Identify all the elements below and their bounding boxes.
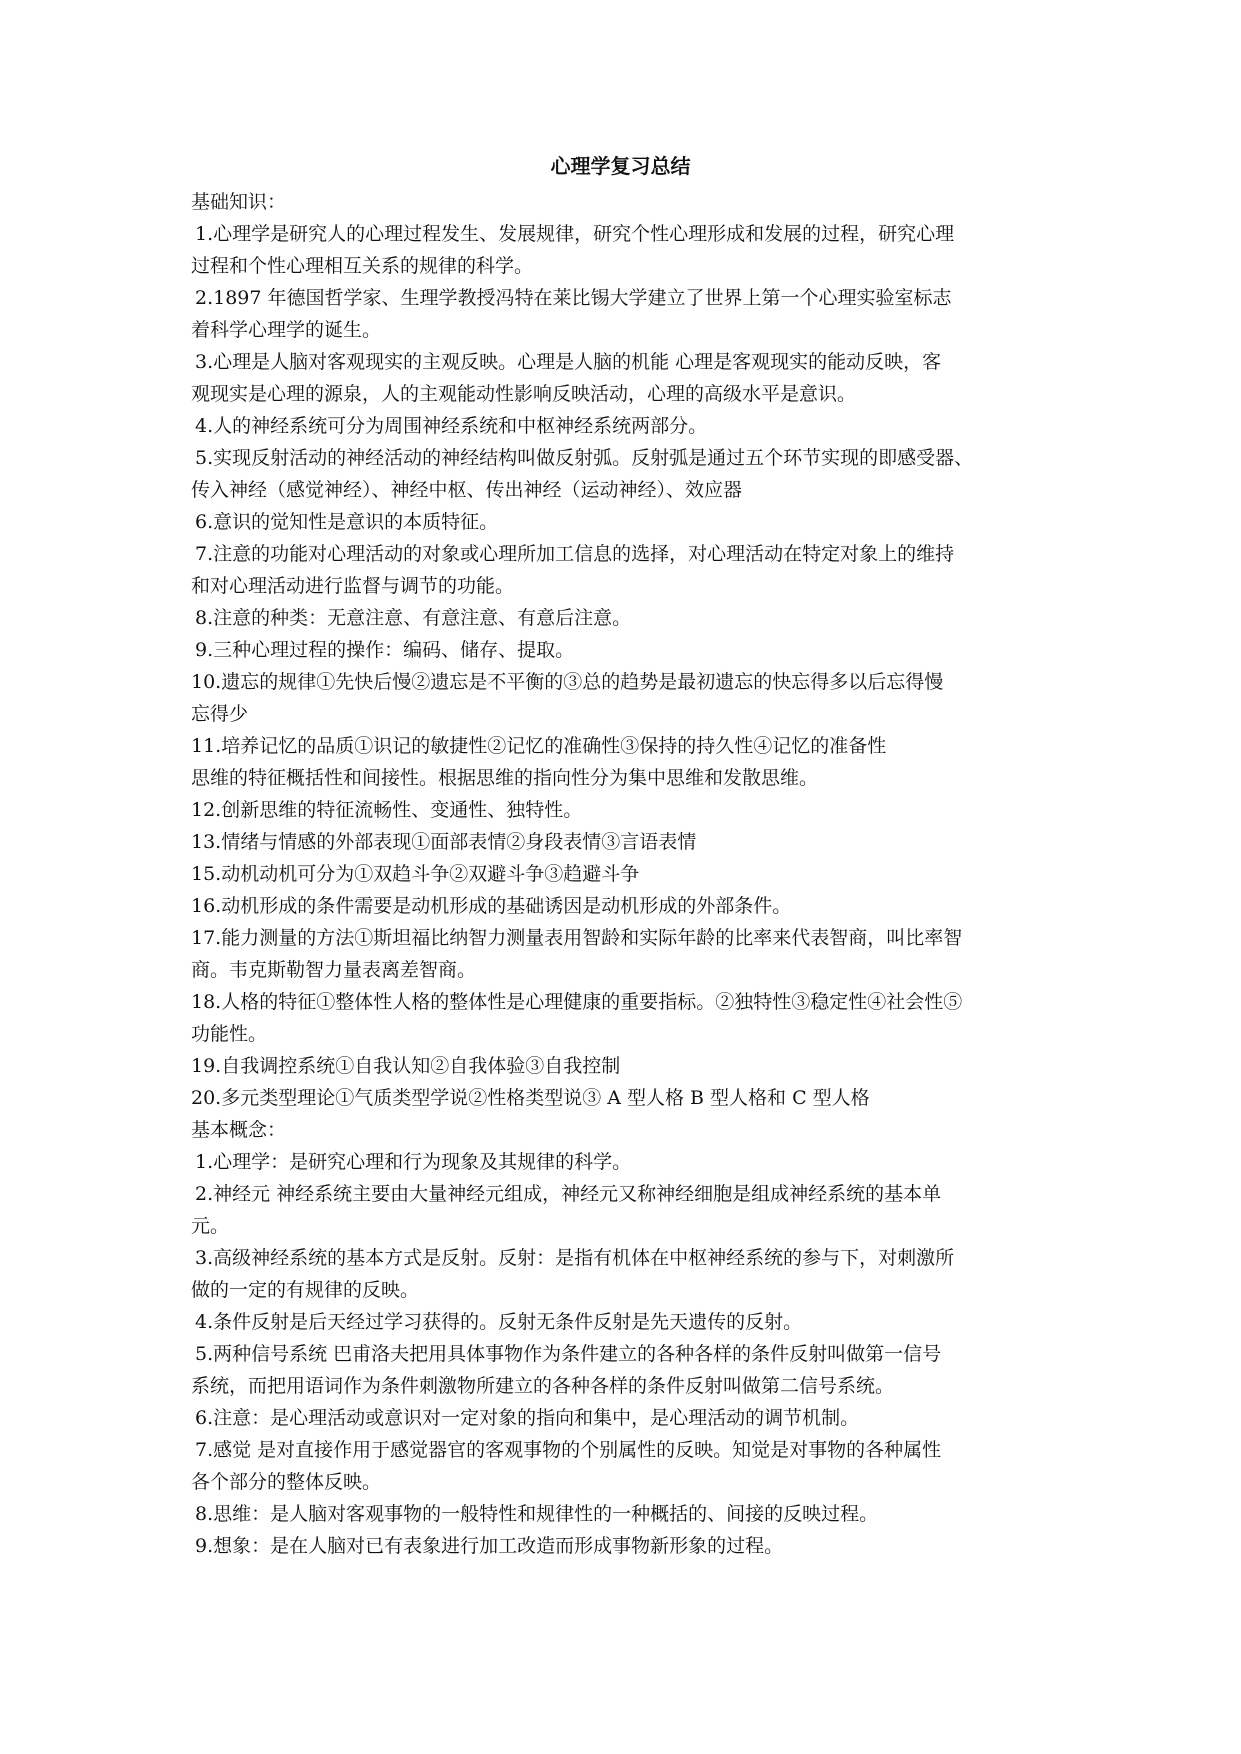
text-line: 7.感觉 是对直接作用于感觉器官的客观事物的个别属性的反映。知觉是对事物的各种属性: [195, 1439, 942, 1461]
text-line: 传入神经（感觉神经）、神经中枢、传出神经（运动神经）、效应器: [191, 479, 743, 501]
text-line: 18.人格的特征①整体性人格的整体性是心理健康的重要指标。②独特性③稳定性④社会性⑤: [191, 991, 963, 1013]
text-line: 思维的特征概括性和间接性。根据思维的指向性分为集中思维和发散思维。: [191, 767, 819, 789]
text-line: 4.人的神经系统可分为周围神经系统和中枢神经系统两部分。: [195, 415, 708, 437]
text-line: 8.注意的种类：无意注意、有意注意、有意后注意。: [195, 607, 632, 629]
text-line: 1.心理学是研究人的心理过程发生、发展规律，研究个性心理形成和发展的过程，研究心理: [195, 223, 955, 245]
text-line: 5.两种信号系统 巴甫洛夫把用具体事物作为条件建立的各种各样的条件反射叫做第一信号: [195, 1343, 942, 1365]
text-line: 11.培养记忆的品质①识记的敏捷性②记忆的准确性③保持的持久性④记忆的准备性: [191, 735, 887, 757]
text-line: 7.注意的功能对心理活动的对象或心理所加工信息的选择，对心理活动在特定对象上的维持: [195, 543, 955, 565]
text-line: 3.高级神经系统的基本方式是反射。反射：是指有机体在中枢神经系统的参与下，对刺激所: [195, 1247, 955, 1269]
text-line: 13.情绪与情感的外部表现①面部表情②身段表情③言语表情: [191, 831, 697, 853]
section-heading-concepts: 基本概念：: [191, 1119, 287, 1141]
text-line: 商。韦克斯勒智力量表离差智商。: [191, 959, 477, 981]
text-line: 2.1897 年德国哲学家、生理学教授冯特在莱比锡大学建立了世界上第一个心理实验室标志: [195, 287, 952, 309]
text-line: 着科学心理学的诞生。: [191, 319, 382, 341]
text-line: 功能性。: [191, 1023, 268, 1045]
text-line: 2.神经元 神经系统主要由大量神经元组成，神经元又称神经细胞是组成神经系统的基本单: [195, 1183, 942, 1205]
text-line: 观现实是心理的源泉，人的主观能动性影响反映活动，心理的高级水平是意识。: [191, 383, 857, 405]
text-line: 19.自我调控系统①自我认知②自我体验③自我控制: [191, 1055, 621, 1077]
page-title: 心理学复习总结: [550, 154, 691, 178]
text-line: 3.心理是人脑对客观现实的主观反映。心理是人脑的机能 心理是客观现实的能动反映，客: [195, 351, 942, 373]
text-line: 过程和个性心理相互关系的规律的科学。: [191, 255, 534, 277]
text-line: 20.多元类型理论①气质类型学说②性格类型说③ A 型人格 B 型人格和 C 型人格: [191, 1087, 870, 1109]
text-line: 和对心理活动进行监督与调节的功能。: [191, 575, 515, 597]
text-line: 9.想象：是在人脑对已有表象进行加工改造而形成事物新形象的过程。: [195, 1535, 784, 1557]
text-line: 系统，而把用语词作为条件刺激物所建立的各种各样的条件反射叫做第二信号系统。: [191, 1375, 895, 1397]
text-line: 15.动机动机可分为①双趋斗争②双避斗争③趋避斗争: [191, 863, 640, 885]
section-heading-basics: 基础知识：: [191, 191, 287, 213]
text-line: 8.思维：是人脑对客观事物的一般特性和规律性的一种概括的、间接的反映过程。: [195, 1503, 879, 1525]
text-line: 17.能力测量的方法①斯坦福比纳智力测量表用智龄和实际年龄的比率来代表智商，叫比率智: [191, 927, 963, 949]
text-line: 12.创新思维的特征流畅性、变通性、独特性。: [191, 799, 583, 821]
text-line: 6.意识的觉知性是意识的本质特征。: [195, 511, 499, 533]
text-line: 6.注意：是心理活动或意识对一定对象的指向和集中，是心理活动的调节机制。: [195, 1407, 860, 1429]
text-line: 5.实现反射活动的神经活动的神经结构叫做反射弧。反射弧是通过五个环节实现的即感受器、: [195, 447, 974, 469]
text-line: 10.遗忘的规律①先快后慢②遗忘是不平衡的③总的趋势是最初遗忘的快忘得多以后忘得慢: [191, 671, 944, 693]
text-line: 忘得少: [191, 703, 249, 725]
document-body: [191, 186, 1061, 1562]
text-line: 4.条件反射是后天经过学习获得的。反射无条件反射是先天遗传的反射。: [195, 1311, 803, 1333]
text-line: 元。: [191, 1215, 230, 1237]
text-line: 做的一定的有规律的反映。: [191, 1279, 420, 1301]
text-line: 各个部分的整体反映。: [191, 1471, 382, 1493]
text-line: 9.三种心理过程的操作：编码、储存、提取。: [195, 639, 575, 661]
text-line: 1.心理学：是研究心理和行为现象及其规律的科学。: [195, 1151, 632, 1173]
text-line: 16.动机形成的条件需要是动机形成的基础诱因是动机形成的外部条件。: [191, 895, 792, 917]
